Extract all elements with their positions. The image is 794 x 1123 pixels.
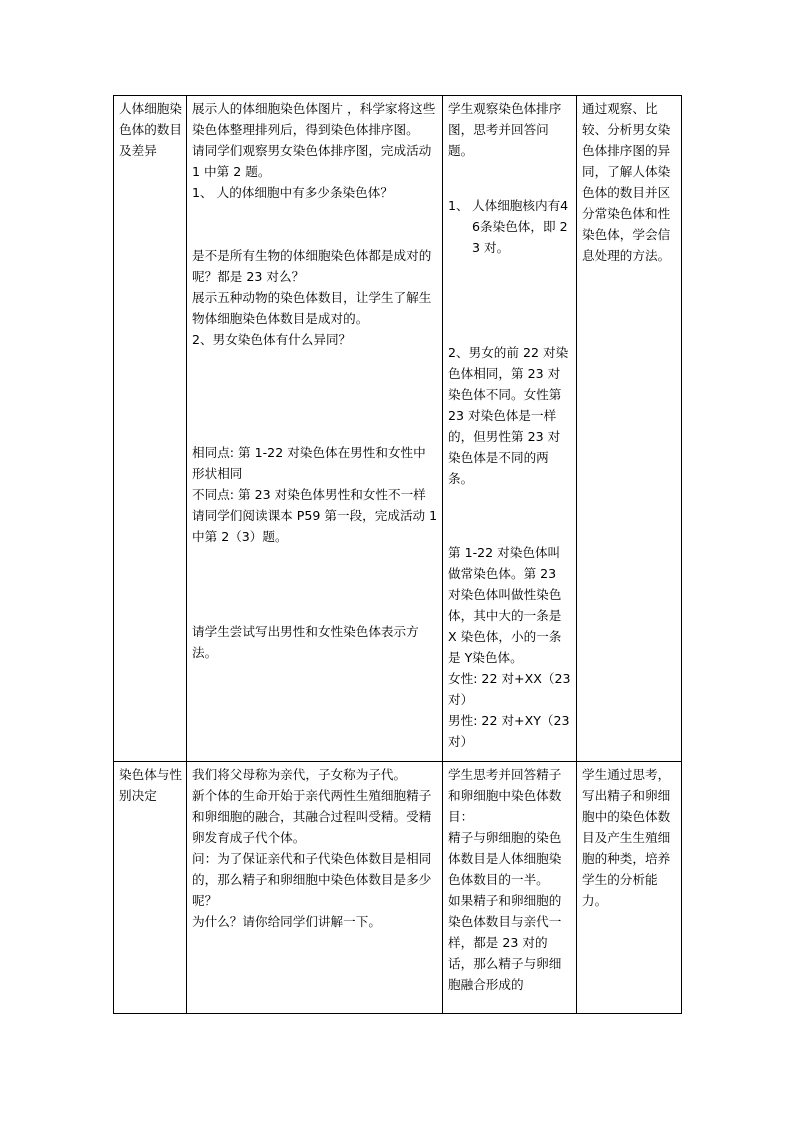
topic-cell: [114, 762, 187, 1014]
topic-text: 染色体与性别决定: [119, 767, 182, 803]
same-point: 相同点: 第 1-22 对染色体在男性和女性中形状相同: [192, 445, 426, 481]
diff-point: 不同点: 第 23 对染色体男性和女性不一样: [192, 487, 426, 502]
teacher-paragraph: 请同学们观察男女染色体排序图，完成活动 1 中第 2 题。: [192, 143, 432, 179]
lesson-plan-table: [113, 95, 682, 1014]
table-row: [114, 96, 682, 762]
topic-text: 人体细胞染色体的数目及差异: [119, 101, 182, 158]
teacher-question: 1、 人的体细胞中有多少条染色体？: [192, 185, 393, 200]
teacher-paragraph: 新个体的生命开始于亲代两性生殖细胞精子和卵细胞的融合，其融合过程叫受精。受精卵发育成子代个体。: [192, 788, 432, 845]
student-answer-3: 第 1-22 对染色体叫做常染色体。第 23 对染色体叫做性染色体，其中大的一条是 X 染色体，小的一条是 Y染色体。: [448, 545, 562, 665]
student-answer-1: 1、 人体细胞核内有46条染色体，即 23 对。: [448, 198, 569, 255]
teacher-paragraph: 请学生尝试写出男性和女性染色体表示方法。: [192, 624, 419, 660]
teacher-question: 2、男女染色体有什么异同？: [192, 332, 352, 347]
table-row: [114, 762, 682, 1014]
female-notation: 女性: 22 对+XX（23 对）: [448, 671, 571, 707]
teacher-paragraph: 是不是所有生物的体细胞染色体都是成对的呢？都是 23 对么？: [192, 248, 432, 284]
student-paragraph: 如果精子和卵细胞的染色体数目与亲代一样，都是 23 对的话，那么精子与卵细胞融合形成的: [448, 893, 562, 992]
student-activity-cell: [443, 762, 577, 1014]
topic-cell: [114, 96, 187, 762]
student-paragraph: 精子与卵细胞的染色体数目是人体细胞染色体数目的一半。: [448, 830, 562, 887]
student-paragraph: 学生观察染色体排序图，思考并回答问题。: [448, 101, 562, 158]
teacher-activity-cell: [187, 762, 443, 1014]
teacher-paragraph: 请同学们阅读课本 P59 第一段，完成活动 1 中第 2（3）题。: [192, 508, 438, 544]
male-notation: 男性: 22 对+XY（23 对）: [448, 713, 570, 749]
teacher-activity-cell: [187, 96, 443, 762]
design-intent-text: 通过观察、比较、分析男女染色体排序图的异同，了解人体染色体的数目并区分常染色体和性染色体，学会信息处理的方法。: [582, 101, 671, 263]
teacher-paragraph: 问：为了保证亲代和子代染色体数目是相同的，那么精子和卵细胞中染色体数目是多少呢？: [192, 851, 432, 908]
design-intent-cell: [577, 96, 682, 762]
student-paragraph: 学生思考并回答精子和卵细胞中染色体数目：: [448, 767, 562, 824]
design-intent-text: 学生通过思考，写出精子和卵细胞中的染色体数目及产生生殖细胞的种类，培养学生的分析能力。: [582, 767, 671, 908]
design-intent-cell: [577, 762, 682, 1014]
teacher-paragraph: 展示五种动物的染色体数目，让学生了解生物体细胞染色体数目是成对的。: [192, 290, 432, 326]
teacher-paragraph: 我们将父母称为亲代，子女称为子代。: [192, 767, 407, 782]
teacher-paragraph: 为什么？请你给同学们讲解一下。: [192, 914, 381, 929]
teacher-paragraph: 展示人的体细胞染色体图片 ，科学家将这些染色体整理排列后，得到染色体排序图。: [192, 101, 436, 137]
student-activity-cell: [443, 96, 577, 762]
student-answer-2: 2、男女的前 22 对染色体相同，第 23 对染色体不同。女性第 23 对染色体是一样的，但男性第 23 对染色体是不同的两条。: [448, 345, 569, 486]
